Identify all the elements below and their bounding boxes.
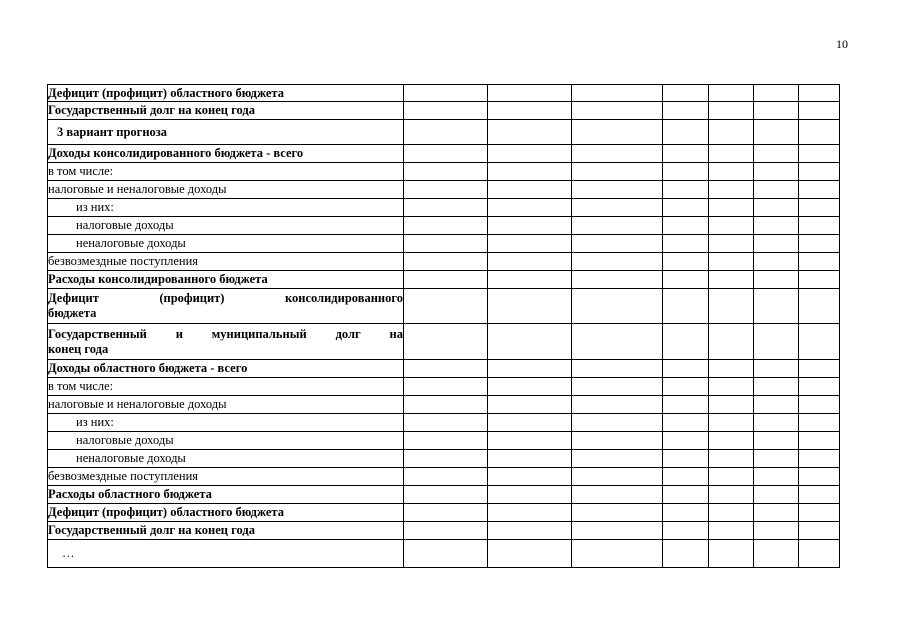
value-cell [799,378,840,396]
value-cell [572,378,663,396]
value-cell [404,289,488,324]
value-cell [709,271,754,289]
value-cell [404,181,488,199]
value-cell [754,199,799,217]
value-cell [572,102,663,120]
row-label: безвозмездные поступления [48,468,404,486]
value-cell [488,85,572,102]
value-cell [404,199,488,217]
row-label: из них: [48,199,404,217]
table-row [48,486,840,504]
value-cell [754,181,799,199]
row-label-line2: конец года [48,341,109,356]
value-cell [754,253,799,271]
value-cell [488,378,572,396]
value-cell [404,120,488,145]
value-cell [663,432,709,450]
table-row [48,468,840,486]
value-cell [572,540,663,568]
value-cell [488,289,572,324]
table-row [48,102,840,120]
value-cell [709,486,754,504]
value-cell [488,468,572,486]
table-row [48,450,840,468]
row-label: 3 вариант прогноза [48,120,404,145]
value-cell [488,414,572,432]
value-cell [799,450,840,468]
value-cell [404,468,488,486]
value-cell [404,271,488,289]
table-row [48,324,840,360]
value-cell [709,145,754,163]
value-cell [663,199,709,217]
value-cell [572,432,663,450]
row-label: неналоговые доходы [48,450,404,468]
value-cell [572,199,663,217]
value-cell [799,486,840,504]
value-cell [754,289,799,324]
value-cell [488,199,572,217]
row-label: из них: [48,414,404,432]
value-cell [799,504,840,522]
value-cell [754,360,799,378]
table-row [48,378,840,396]
value-cell [404,432,488,450]
value-cell [709,396,754,414]
value-cell [663,85,709,102]
value-cell [404,253,488,271]
value-cell [404,360,488,378]
row-label [48,324,404,360]
value-cell [572,120,663,145]
table-row [48,504,840,522]
value-cell [754,468,799,486]
value-cell [754,396,799,414]
value-cell [754,432,799,450]
value-cell [799,217,840,235]
table-row [48,396,840,414]
table-row [48,120,840,145]
row-label: Дефицит (профицит) областного бюджета [48,85,404,102]
value-cell [709,85,754,102]
value-cell [572,486,663,504]
value-cell [404,217,488,235]
value-cell [754,504,799,522]
row-label: безвозмездные поступления [48,253,404,271]
table-row [48,85,840,102]
value-cell [799,199,840,217]
value-cell [488,271,572,289]
value-cell [709,540,754,568]
value-cell [404,163,488,181]
value-cell [799,181,840,199]
value-cell [709,253,754,271]
value-cell [799,145,840,163]
value-cell [488,486,572,504]
value-cell [663,468,709,486]
value-cell [663,271,709,289]
value-cell [572,235,663,253]
value-cell [572,396,663,414]
value-cell [799,324,840,360]
value-cell [488,360,572,378]
row-label: Расходы консолидированного бюджета [48,271,404,289]
value-cell [799,235,840,253]
row-label-line1: Государственный и муниципальный долг на [48,326,403,341]
value-cell [488,253,572,271]
value-cell [709,163,754,181]
value-cell [754,85,799,102]
value-cell [572,504,663,522]
table-row [48,522,840,540]
row-label: Доходы областного бюджета - всего [48,360,404,378]
value-cell [488,102,572,120]
value-cell [488,450,572,468]
row-label: Расходы областного бюджета [48,486,404,504]
value-cell [754,540,799,568]
value-cell [663,217,709,235]
value-cell [488,235,572,253]
value-cell [488,181,572,199]
value-cell [404,540,488,568]
row-label: неналоговые доходы [48,235,404,253]
row-label: в том числе: [48,163,404,181]
value-cell [709,120,754,145]
value-cell [799,120,840,145]
row-label: налоговые доходы [48,432,404,450]
value-cell [404,522,488,540]
value-cell [709,378,754,396]
value-cell [709,522,754,540]
value-cell [488,217,572,235]
row-label: Дефицит (профицит) областного бюджета [48,504,404,522]
value-cell [663,378,709,396]
value-cell [488,522,572,540]
value-cell [663,253,709,271]
value-cell [488,120,572,145]
value-cell [754,145,799,163]
value-cell [663,181,709,199]
value-cell [663,360,709,378]
value-cell [572,522,663,540]
value-cell [754,378,799,396]
row-label: Государственный долг на конец года [48,102,404,120]
value-cell [663,396,709,414]
table-row [48,289,840,324]
value-cell [754,102,799,120]
row-label: в том числе: [48,378,404,396]
value-cell [799,396,840,414]
value-cell [488,163,572,181]
value-cell [799,468,840,486]
value-cell [663,540,709,568]
value-cell [799,414,840,432]
row-label-line1: Дефицит (профицит) консолидированного [48,291,403,305]
value-cell [663,289,709,324]
value-cell [572,360,663,378]
value-cell [663,522,709,540]
value-cell [572,324,663,360]
table-row [48,360,840,378]
value-cell [572,253,663,271]
value-cell [799,540,840,568]
value-cell [404,145,488,163]
value-cell [754,163,799,181]
table-row [48,199,840,217]
value-cell [572,271,663,289]
value-cell [404,414,488,432]
value-cell [572,181,663,199]
value-cell [404,324,488,360]
value-cell [754,120,799,145]
value-cell [404,504,488,522]
table-row [48,145,840,163]
value-cell [663,414,709,432]
value-cell [488,432,572,450]
value-cell [709,289,754,324]
value-cell [488,324,572,360]
value-cell [404,235,488,253]
table-row [48,163,840,181]
value-cell [754,414,799,432]
table-row [48,271,840,289]
value-cell [799,85,840,102]
value-cell [663,145,709,163]
row-label: налоговые и неналоговые доходы [48,396,404,414]
value-cell [799,432,840,450]
value-cell [709,199,754,217]
value-cell [404,378,488,396]
value-cell [404,85,488,102]
value-cell [754,450,799,468]
value-cell [709,414,754,432]
value-cell [799,271,840,289]
value-cell [799,253,840,271]
value-cell [572,163,663,181]
table-row [48,235,840,253]
value-cell [754,235,799,253]
value-cell [572,468,663,486]
table-row [48,540,840,568]
value-cell [572,414,663,432]
value-cell [404,450,488,468]
value-cell [799,522,840,540]
value-cell [799,360,840,378]
row-label: Доходы консолидированного бюджета - всего [48,145,404,163]
value-cell [709,468,754,486]
value-cell [663,450,709,468]
budget-forecast-table [47,84,840,568]
value-cell [663,486,709,504]
row-label: Государственный долг на конец года [48,522,404,540]
value-cell [488,504,572,522]
row-label: … [48,540,404,568]
value-cell [709,450,754,468]
value-cell [572,450,663,468]
value-cell [488,540,572,568]
table-row [48,414,840,432]
table-row [48,432,840,450]
value-cell [799,289,840,324]
value-cell [754,271,799,289]
value-cell [709,360,754,378]
table-row [48,181,840,199]
value-cell [709,324,754,360]
value-cell [663,163,709,181]
value-cell [663,235,709,253]
value-cell [663,120,709,145]
table-row [48,253,840,271]
row-label-line2: бюджета [48,306,97,320]
value-cell [572,145,663,163]
value-cell [754,217,799,235]
value-cell [663,102,709,120]
value-cell [572,289,663,324]
value-cell [709,181,754,199]
value-cell [572,217,663,235]
value-cell [404,396,488,414]
row-label: налоговые и неналоговые доходы [48,181,404,199]
row-label: налоговые доходы [48,217,404,235]
value-cell [799,163,840,181]
value-cell [663,504,709,522]
value-cell [404,486,488,504]
value-cell [709,217,754,235]
value-cell [709,432,754,450]
value-cell [663,324,709,360]
value-cell [488,396,572,414]
value-cell [488,145,572,163]
value-cell [754,324,799,360]
row-label [48,289,404,324]
value-cell [709,102,754,120]
page-number: 10 [836,37,848,51]
value-cell [799,102,840,120]
value-cell [709,235,754,253]
table-body [48,85,840,568]
value-cell [572,85,663,102]
table-row [48,217,840,235]
value-cell [709,504,754,522]
value-cell [754,522,799,540]
value-cell [754,486,799,504]
value-cell [404,102,488,120]
